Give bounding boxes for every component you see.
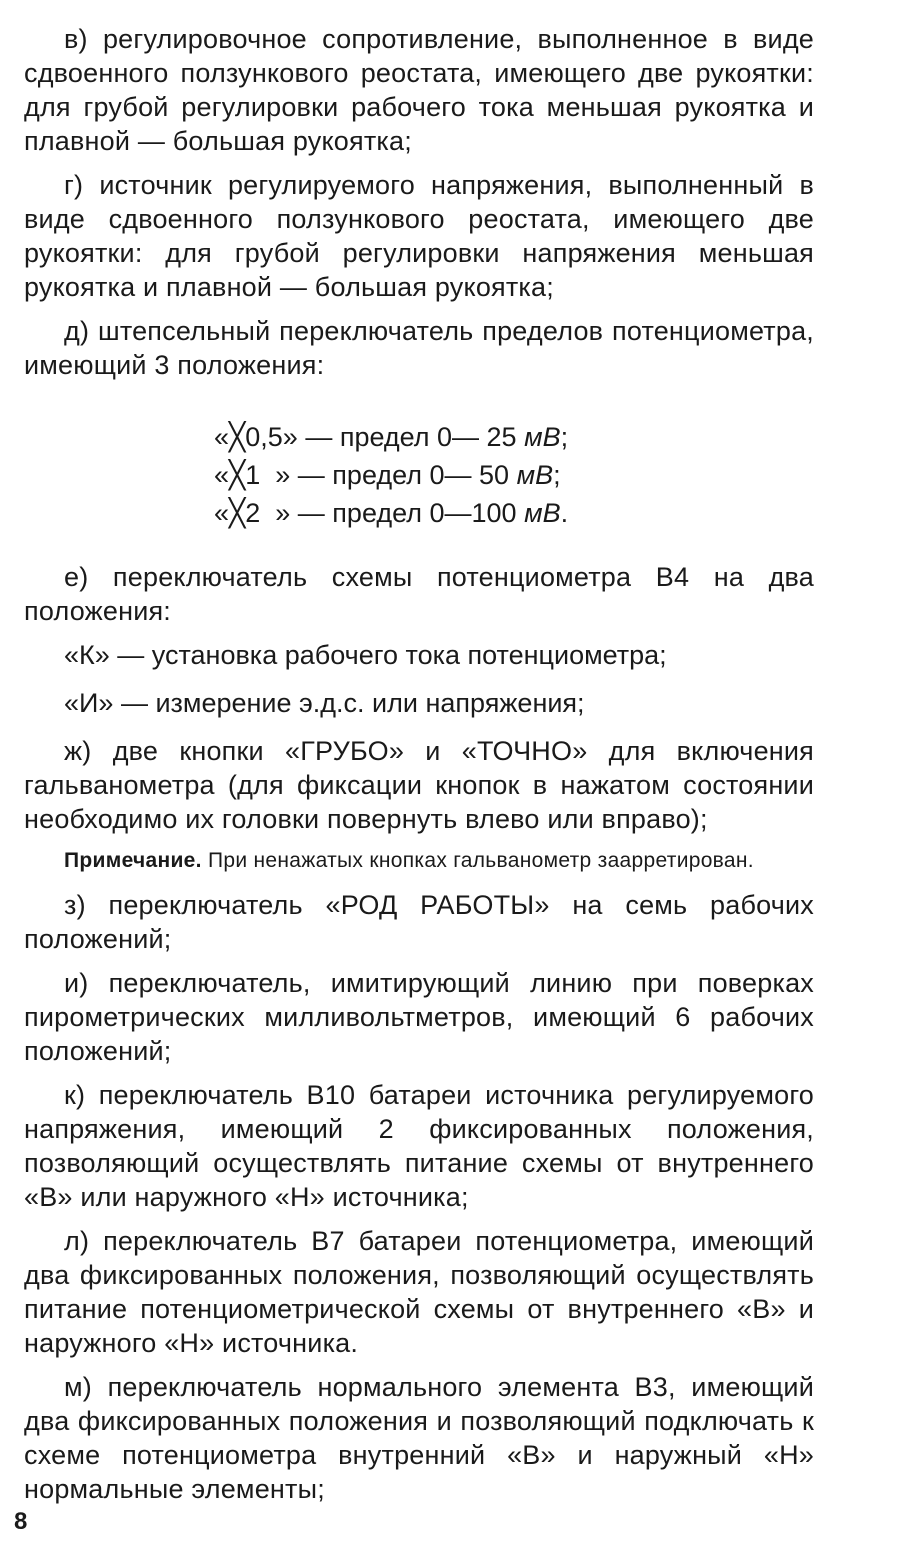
- range-position: «╳1 » — предел 0— 50: [214, 460, 517, 490]
- range-end: .: [560, 498, 569, 528]
- paragraph-l: л) переключатель В7 батареи потенциометра, имеющий два фиксированных положения, позволяющий осуществлять питание потенциометрической схемы от внутреннего «В» и наружного «Н» источника.: [24, 1226, 814, 1358]
- mode-k: «К» — установка рабочего тока потенциометра;: [64, 640, 667, 670]
- range-row: [214, 494, 814, 532]
- range-row: [214, 418, 814, 456]
- range-row: [214, 456, 814, 494]
- paragraph-g: г) источник регулируемого напряжения, выполненный в виде сдвоенного ползункового реостата, имеющего две рукоятки: для грубой регулировки напряжения меньшая рукоятка и плавной — большая рукоятка;: [24, 170, 814, 302]
- range-unit: мВ: [524, 422, 561, 452]
- range-list: [24, 418, 814, 532]
- document-page: [24, 22, 814, 1516]
- paragraph-z: з) переключатель «РОД РАБОТЫ» на семь рабочих положений;: [24, 890, 814, 954]
- range-unit: мВ: [516, 460, 554, 490]
- paragraph-e: е) переключатель схемы потенциометра В4 на два положения:: [24, 562, 814, 626]
- paragraph-k: к) переключатель В10 батареи источника регулируемого напряжения, имеющий 2 фиксированных положения, позволяющий осуществлять питание схемы от внутреннего «В» или наружного «Н» источника;: [24, 1080, 814, 1212]
- paragraph-v: в) регулировочное сопротивление, выполненное в виде сдвоенного ползункового реостата, имеющего две рукоятки: для грубой регулировки рабочего тока меньшая рукоятка и плавной — большая рукоятка;: [24, 24, 814, 156]
- range-position: «╳0,5» — предел 0— 25: [214, 422, 525, 452]
- paragraph-i: и) переключатель, имитирующий линию при поверках пирометрических милливольтметров, имеющий 6 рабочих положений;: [24, 968, 814, 1066]
- note-label: Примечание.: [64, 849, 202, 872]
- range-end: ;: [560, 422, 569, 452]
- paragraph-d: д) штепсельный переключатель пределов потенциометра, имеющий 3 положения:: [24, 316, 814, 380]
- note-text: При ненажатых кнопках гальванометр заарретирован.: [201, 849, 754, 872]
- mode-i: «И» — измерение э.д.с. или напряжения;: [64, 688, 585, 718]
- paragraph-zh: ж) две кнопки «ГРУБО» и «ТОЧНО» для включения гальванометра (для фиксации кнопок в нажатом состоянии необходимо их головки повернуть влево или вправо);: [24, 736, 814, 834]
- range-end: ;: [553, 460, 561, 490]
- range-position: «╳2 » — предел 0—100: [214, 498, 525, 528]
- paragraph-m: м) переключатель нормального элемента В3, имеющий два фиксированных положения и позволяющий подключать к схеме потенциометра внутренний «В» и наружный «Н» нормальные элементы;: [24, 1372, 814, 1504]
- range-unit: мВ: [524, 498, 561, 528]
- note: [24, 846, 814, 876]
- page-number: 8: [14, 1508, 28, 1535]
